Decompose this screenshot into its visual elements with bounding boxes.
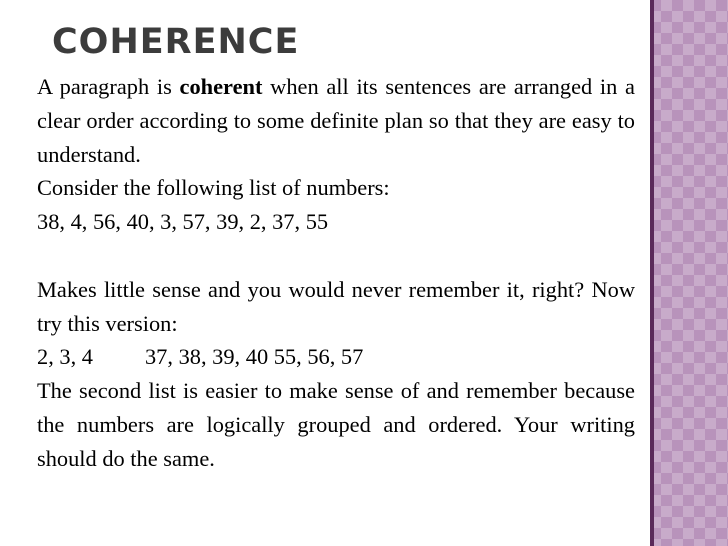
number-group-1: 2, 3, 4 bbox=[37, 344, 93, 370]
consider-line: Consider the following list of numbers: bbox=[37, 175, 390, 201]
definition-text-end: when all its sentences are arranged in a clear order according to some definite plan so that they are easy to understand. bbox=[37, 74, 635, 167]
definition-text-start: A paragraph is bbox=[37, 74, 180, 99]
paragraph-conclusion: The second list is easier to make sense of and remember because the numbers are logically grouped and ordered. Your writing should do the same. bbox=[37, 378, 635, 471]
keyword-coherent: coherent bbox=[179, 74, 263, 99]
paragraph-little-sense: Makes little sense and you would never remember it, right? Now try this version: bbox=[37, 276, 635, 336]
decorative-side-panel bbox=[650, 0, 728, 546]
blank-line bbox=[37, 239, 635, 273]
decorative-side-stripe bbox=[650, 0, 654, 546]
number-group-2: 37, 38, 39, 40 55, 56, 57 bbox=[144, 344, 364, 370]
slide-title: COHERENCE bbox=[52, 22, 300, 62]
slide-body bbox=[37, 70, 635, 476]
ordered-number-list bbox=[37, 340, 635, 374]
paragraph-definition bbox=[37, 70, 635, 171]
unordered-number-list: 38, 4, 56, 40, 3, 57, 39, 2, 37, 55 bbox=[37, 209, 329, 235]
